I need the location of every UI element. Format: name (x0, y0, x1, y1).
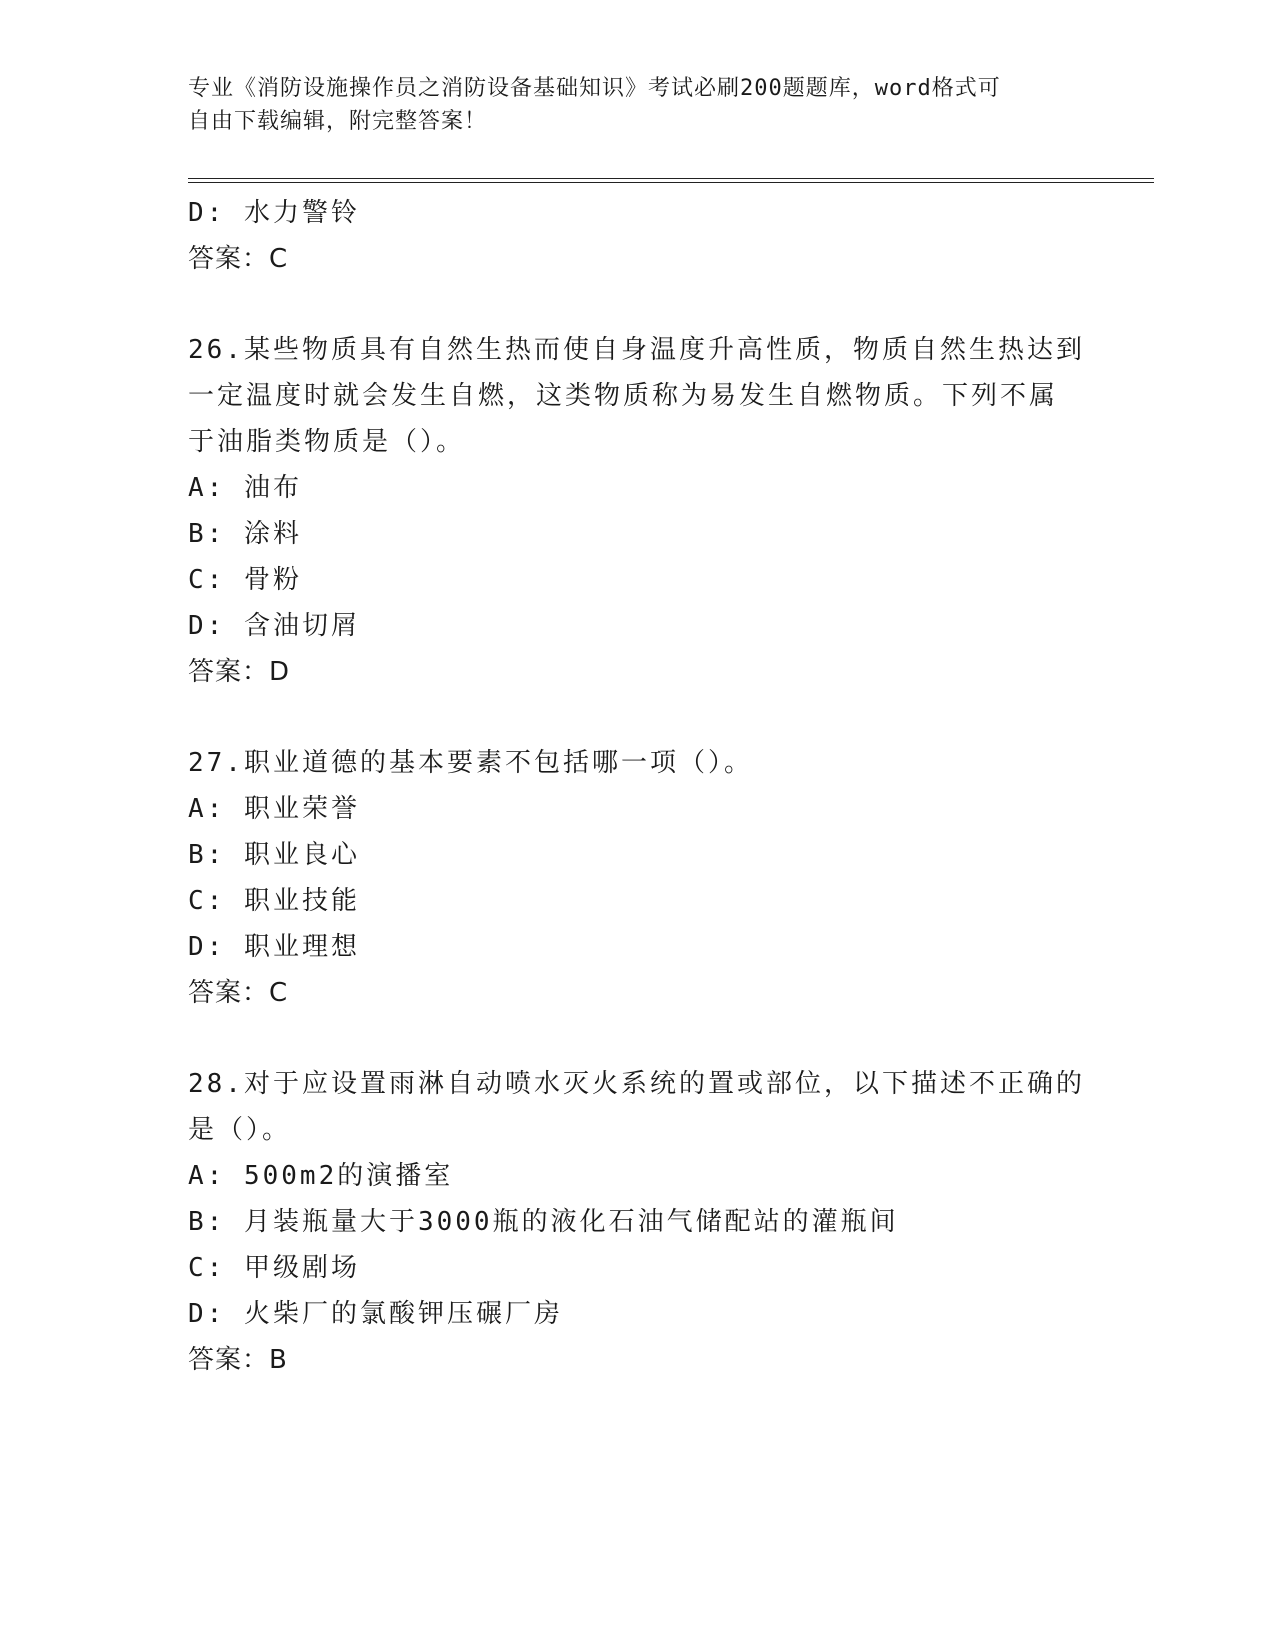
question-content (188, 190, 1088, 1383)
option-c: C: 骨粉 (188, 565, 302, 595)
header-title-line-1: 专业《消防设施操作员之消防设备基础知识》考试必刷200题题库，word格式可 (188, 76, 1001, 101)
option-d: D: 职业理想 (188, 932, 360, 962)
spacer (188, 1016, 1088, 1061)
question-text-line: 26.某些物质具有自然生热而使自身温度升高性质，物质自然生热达到 (188, 335, 1085, 365)
prev-answer: 答案：C (188, 244, 289, 274)
option-a: A: 职业荣誉 (188, 794, 360, 824)
answer: 答案：C (188, 978, 289, 1008)
option-b: B: 月装瓶量大于3000瓶的液化石油气储配站的灌瓶间 (188, 1207, 899, 1237)
question-text-line: 一定温度时就会发生自燃，这类物质称为易发生自燃物质。下列不属 (188, 381, 1059, 411)
answer: 答案：D (188, 657, 291, 687)
option-b: B: 职业良心 (188, 840, 360, 870)
question-27 (188, 740, 1088, 1016)
option-a: A: 油布 (188, 473, 302, 503)
question-text-line: 于油脂类物质是（）。 (188, 427, 466, 457)
spacer (188, 282, 1088, 327)
question-text-line: 27.职业道德的基本要素不包括哪一项（）。 (188, 748, 753, 778)
option-d: D: 含油切屑 (188, 611, 360, 641)
answer: 答案：B (188, 1345, 288, 1375)
option-b: B: 涂料 (188, 519, 302, 549)
question-26 (188, 327, 1088, 695)
prev-option-d: D: 水力警铃 (188, 198, 360, 228)
header-divider (188, 178, 1154, 183)
header-title-line-2: 自由下载编辑，附完整答案！ (188, 109, 488, 134)
spacer (188, 695, 1088, 740)
question-text-line: 是（）。 (188, 1115, 292, 1145)
option-a: A: 500m2的演播室 (188, 1161, 454, 1191)
document-header (188, 72, 1088, 138)
question-28 (188, 1061, 1088, 1383)
question-text-line: 28.对于应设置雨淋自动喷水灭火系统的置或部位，以下描述不正确的 (188, 1069, 1085, 1099)
option-d: D: 火柴厂的氯酸钾压碾厂房 (188, 1299, 563, 1329)
option-c: C: 甲级剧场 (188, 1253, 360, 1283)
option-c: C: 职业技能 (188, 886, 360, 916)
